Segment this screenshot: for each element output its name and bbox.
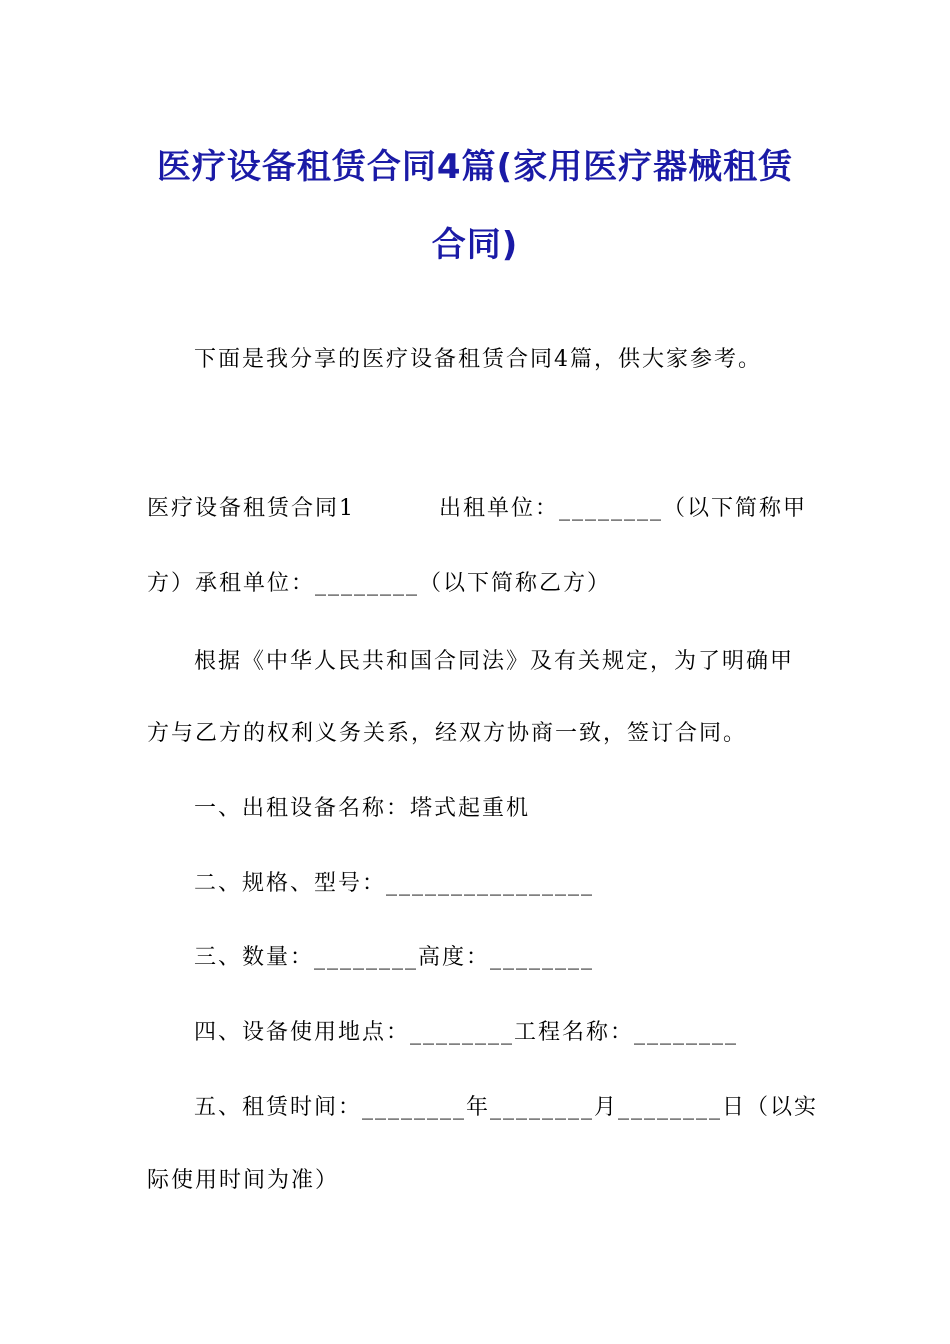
clause-equipment-name: 一、出租设备名称：塔式起重机	[194, 796, 531, 821]
clause-lease-period-line-2: 际使用时间为准）	[147, 1168, 340, 1193]
clause-specification: 二、规格、型号：________________	[194, 871, 595, 896]
basis-paragraph-line-1: 根据《中华人民共和国合同法》及有关规定，为了明确甲	[194, 649, 795, 674]
document-title-line-2: 合同)	[431, 225, 519, 265]
document-title	[100, 128, 850, 284]
lessee-field-text: 方）承租单位：________（以下简称乙方）	[147, 571, 612, 596]
intro-paragraph: 下面是我分享的医疗设备租赁合同4篇，供大家参考。	[194, 347, 762, 372]
clause-quantity-height: 三、数量：________高度：________	[194, 945, 595, 970]
lessor-field-text: 出租单位：________（以下简称甲	[438, 496, 807, 521]
clause-lease-period-line-1: 五、租赁时间：________年________月________日（以实	[194, 1095, 819, 1120]
basis-paragraph-line-2: 方与乙方的权利义务关系，经双方协商一致，签订合同。	[147, 721, 748, 746]
contract-1-header-line	[147, 494, 807, 524]
document-title-line-1: 医疗设备租赁合同4篇(家用医疗器械租赁	[156, 147, 794, 187]
contract-1-heading: 医疗设备租赁合同1	[147, 496, 355, 521]
clause-location: 四、设备使用地点：________工程名称：________	[194, 1020, 739, 1045]
